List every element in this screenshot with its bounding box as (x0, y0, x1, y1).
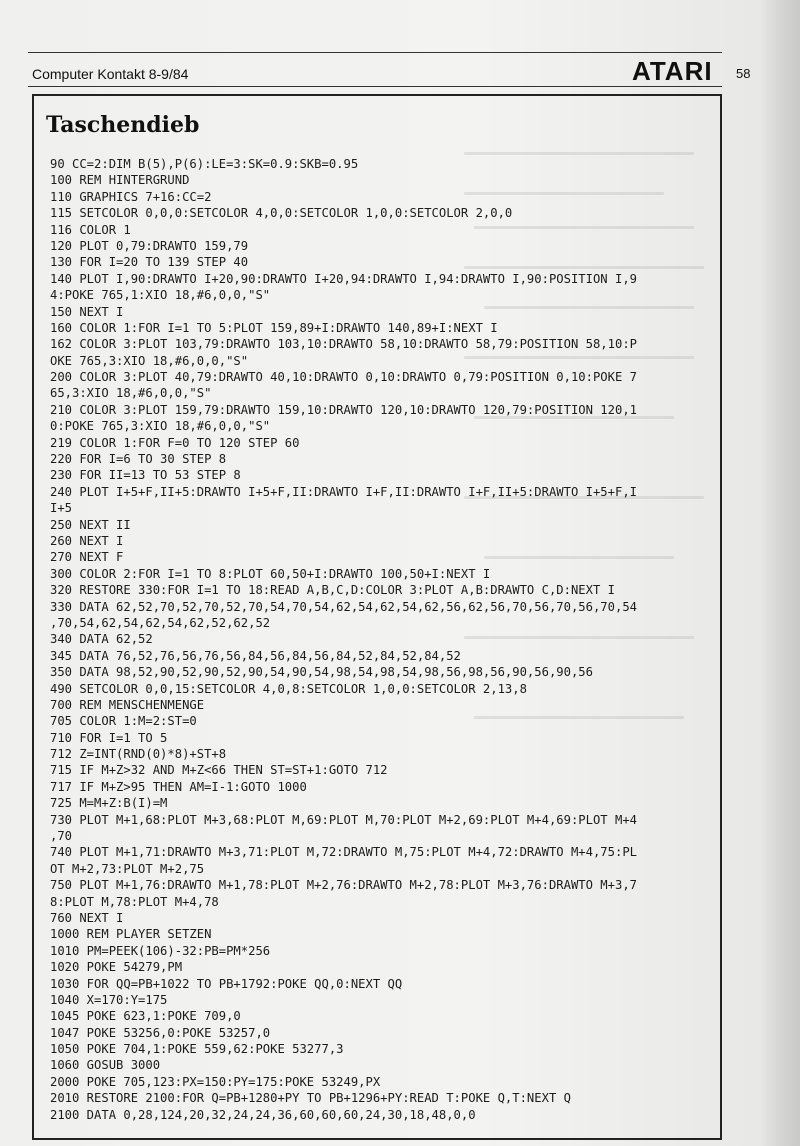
basic-listing (50, 156, 720, 1123)
code-line: 2100 DATA 0,28,124,20,32,24,24,36,60,60,60,24,30,18,48,0,0 (50, 1107, 476, 1122)
code-line: ,70 (50, 829, 73, 844)
code-line: 740 PLOT M+1,71:DRAWTO M+3,71:PLOT M,72:DRAWTO M,75:PLOT M+4,72:DRAWTO M+4,75:PL (50, 845, 637, 860)
code-line: 1020 POKE 54279,PM (50, 960, 183, 975)
code-line: 725 M=M+Z:B(I)=M (50, 796, 168, 811)
code-line: 1030 FOR QQ=PB+1022 TO PB+1792:POKE QQ,0:NEXT QQ (50, 976, 403, 991)
code-line: 1010 PM=PEEK(106)-32:PB=PM*256 (50, 943, 271, 958)
header-rule (28, 86, 722, 87)
code-line: 340 DATA 62,52 (50, 632, 153, 647)
code-line: 160 COLOR 1:FOR I=1 TO 5:PLOT 159,89+I:DRAWTO 140,89+I:NEXT I (50, 320, 498, 335)
code-line: 320 RESTORE 330:FOR I=1 TO 18:READ A,B,C,D:COLOR 3:PLOT A,B:DRAWTO C,D:NEXT I (50, 583, 615, 598)
code-line: 4:POKE 765,1:XIO 18,#6,0,0,"S" (50, 288, 271, 303)
code-line: 300 COLOR 2:FOR I=1 TO 8:PLOT 60,50+I:DRAWTO 100,50+I:NEXT I (50, 566, 491, 581)
code-line: 490 SETCOLOR 0,0,15:SETCOLOR 4,0,8:SETCOLOR 1,0,0:SETCOLOR 2,13,8 (50, 681, 527, 696)
code-line: 330 DATA 62,52,70,52,70,52,70,54,70,54,62,54,62,54,62,56,62,56,70,56,70,56,70,54 (50, 599, 637, 614)
top-rule (28, 52, 722, 53)
page-header (32, 56, 762, 86)
code-line: 717 IF M+Z>95 THEN AM=I-1:GOTO 1000 (50, 779, 307, 794)
code-line: 150 NEXT I (50, 304, 124, 319)
code-line: 0:POKE 765,3:XIO 18,#6,0,0,"S" (50, 419, 271, 434)
code-line: 270 NEXT F (50, 550, 124, 565)
code-line: 8:PLOT M,78:PLOT M+4,78 (50, 894, 219, 909)
code-line: 350 DATA 98,52,90,52,90,52,90,54,90,54,98,54,98,54,98,56,98,56,90,56,90,56 (50, 665, 593, 680)
code-line: 219 COLOR 1:FOR F=0 TO 120 STEP 60 (50, 435, 300, 450)
code-line: 200 COLOR 3:PLOT 40,79:DRAWTO 40,10:DRAWTO 0,10:DRAWTO 0,79:POSITION 0,10:POKE 7 (50, 370, 637, 385)
code-line: 240 PLOT I+5+F,II+5:DRAWTO I+5+F,II:DRAWTO I+F,II:DRAWTO I+F,II+5:DRAWTO I+5+F,I (50, 484, 637, 499)
code-line: OKE 765,3:XIO 18,#6,0,0,"S" (50, 353, 249, 368)
section-brand: ATARI (632, 56, 713, 86)
code-line: 116 COLOR 1 (50, 222, 131, 237)
code-line: 1040 X=170:Y=175 (50, 992, 168, 1007)
code-line: 700 REM MENSCHENMENGE (50, 697, 205, 712)
code-line: 250 NEXT II (50, 517, 131, 532)
code-line: 140 PLOT I,90:DRAWTO I+20,90:DRAWTO I+20,94:DRAWTO I,94:DRAWTO I,90:POSITION I,9 (50, 271, 637, 286)
code-line: I+5 (50, 501, 73, 516)
code-line: 2000 POKE 705,123:PX=150:PY=175:POKE 53249,PX (50, 1074, 381, 1089)
code-line: 760 NEXT I (50, 910, 124, 925)
code-line: 1050 POKE 704,1:POKE 559,62:POKE 53277,3 (50, 1042, 344, 1057)
code-line: 65,3:XIO 18,#6,0,0,"S" (50, 386, 212, 401)
code-line: 705 COLOR 1:M=2:ST=0 (50, 714, 197, 729)
code-line: 120 PLOT 0,79:DRAWTO 159,79 (50, 238, 249, 253)
page-number: 58 (736, 66, 751, 81)
page-binding-shadow (760, 0, 800, 1146)
code-line: 2010 RESTORE 2100:FOR Q=PB+1280+PY TO PB+1296+PY:READ T:POKE Q,T:NEXT Q (50, 1091, 571, 1106)
code-line: 710 FOR I=1 TO 5 (50, 730, 168, 745)
code-line: 712 Z=INT(RND(0)*8)+ST+8 (50, 747, 227, 762)
code-line: 730 PLOT M+1,68:PLOT M+3,68:PLOT M,69:PLOT M,70:PLOT M+2,69:PLOT M+4,69:PLOT M+4 (50, 812, 637, 827)
code-line: 715 IF M+Z>32 AND M+Z<66 THEN ST=ST+1:GOTO 712 (50, 763, 388, 778)
code-line: 750 PLOT M+1,76:DRAWTO M+1,78:PLOT M+2,76:DRAWTO M+2,78:PLOT M+3,76:DRAWTO M+3,7 (50, 878, 637, 893)
article-title: Taschendieb (46, 112, 200, 138)
code-line: 1000 REM PLAYER SETZEN (50, 927, 212, 942)
code-line: 230 FOR II=13 TO 53 STEP 8 (50, 468, 241, 483)
code-line: 100 REM HINTERGRUND (50, 173, 190, 188)
code-line: 345 DATA 76,52,76,56,76,56,84,56,84,56,84,52,84,52,84,52 (50, 648, 461, 663)
code-line: 110 GRAPHICS 7+16:CC=2 (50, 189, 212, 204)
code-line: 260 NEXT I (50, 533, 124, 548)
code-line: 1047 POKE 53256,0:POKE 53257,0 (50, 1025, 271, 1040)
code-line: 162 COLOR 3:PLOT 103,79:DRAWTO 103,10:DRAWTO 58,10:DRAWTO 58,79:POSITION 58,10:P (50, 337, 637, 352)
code-line: 220 FOR I=6 TO 30 STEP 8 (50, 452, 227, 467)
code-line: OT M+2,73:PLOT M+2,75 (50, 861, 205, 876)
code-line: 1045 POKE 623,1:POKE 709,0 (50, 1009, 241, 1024)
code-line: 1060 GOSUB 3000 (50, 1058, 161, 1073)
code-line: 210 COLOR 3:PLOT 159,79:DRAWTO 159,10:DRAWTO 120,10:DRAWTO 120,79:POSITION 120,1 (50, 402, 637, 417)
code-line: 115 SETCOLOR 0,0,0:SETCOLOR 4,0,0:SETCOLOR 1,0,0:SETCOLOR 2,0,0 (50, 206, 513, 221)
code-line: 90 CC=2:DIM B(5),P(6):LE=3:SK=0.9:SKB=0.95 (50, 157, 359, 171)
magazine-issue: Computer Kontakt 8-9/84 (32, 66, 189, 82)
code-line: 130 FOR I=20 TO 139 STEP 40 (50, 255, 249, 270)
code-line: ,70,54,62,54,62,54,62,52,62,52 (50, 615, 271, 630)
listing-box (32, 94, 722, 1140)
